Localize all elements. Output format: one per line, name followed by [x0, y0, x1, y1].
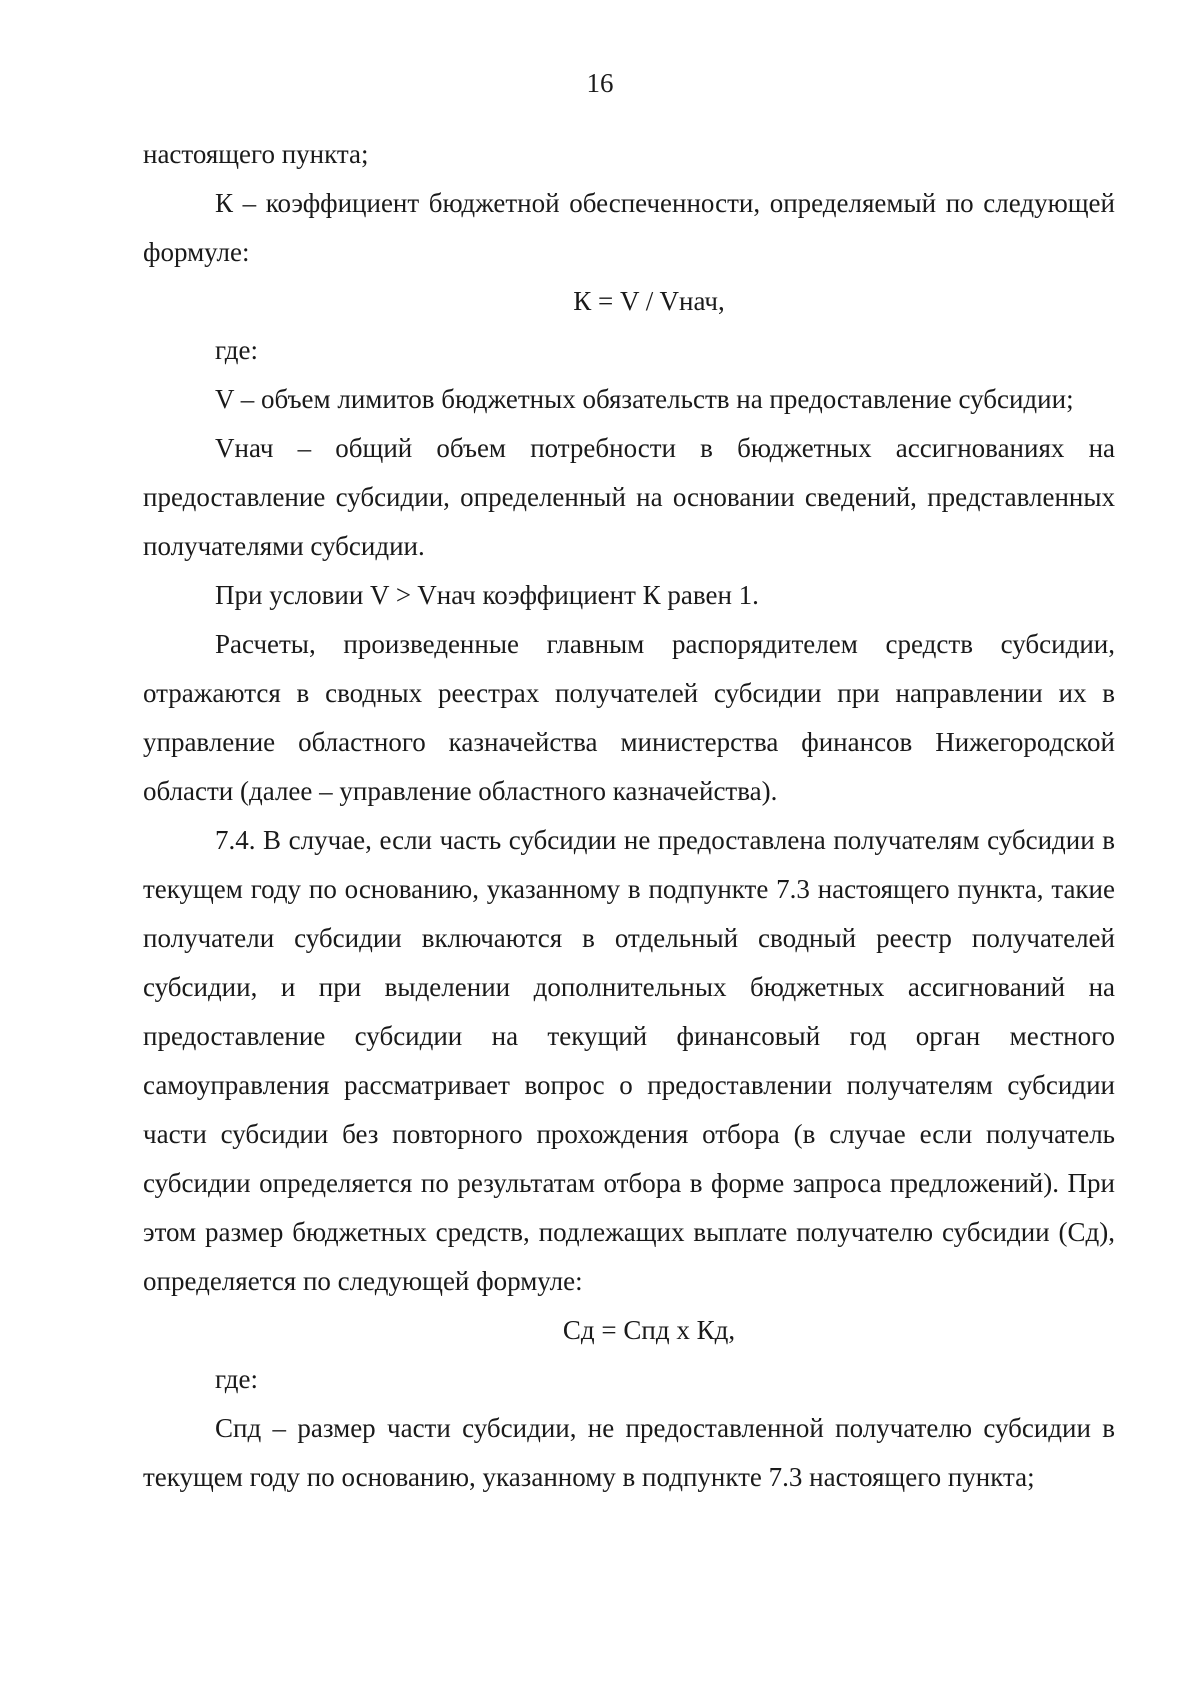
paragraph-vnach-definition: Vнач – общий объем потребности в бюджетных ассигнованиях на предоставление субсидии, определенный на основании сведений, представленных получателями субсидии.	[143, 433, 1115, 561]
paragraph-spd-definition: Спд – размер части субсидии, не предоставленной получателю субсидии в текущем году по основанию, указанному в подпункте 7.3 настоящего пункта;	[143, 1413, 1115, 1492]
paragraph-condition: При условии V > Vнач коэффициент К равен 1.	[215, 580, 759, 610]
paragraph-coefficient-definition: К – коэффициент бюджетной обеспеченности, определяемый по следующей формуле:	[143, 188, 1115, 267]
page-number: 16	[586, 68, 614, 98]
paragraph-where-2: где:	[215, 1364, 258, 1394]
paragraph-v-definition: V – объем лимитов бюджетных обязательств на предоставление субсидии;	[215, 384, 1074, 414]
document-body	[143, 130, 1115, 1502]
formula-coefficient: К = V / Vнач,	[573, 286, 725, 316]
formula-sd: Сд = Спд х Кд,	[562, 1315, 736, 1345]
paragraph-where-1: где:	[215, 335, 258, 365]
paragraph-continuation: настоящего пункта;	[143, 139, 369, 169]
paragraph-7-4: 7.4. В случае, если часть субсидии не предоставлена получателям субсидии в текущем году по основанию, указанному в подпункте 7.3 настоящего пункта, такие получатели субсидии включаются в отдельный сводный реестр получателей субсидии, и при выделении дополнительных бюджетных ассигнований на предоставление субсидии на текущий финансовый год орган местного самоуправления рассматривает вопрос о предоставлении получателям субсидии части субсидии без повторного прохождения отбора (в случае если получатель субсидии определяется по результатам отбора в форме запроса предложений). При этом размер бюджетных средств, подлежащих выплате получателю субсидии (Сд), определяется по следующей формуле:	[143, 825, 1115, 1296]
paragraph-calculations: Расчеты, произведенные главным распорядителем средств субсидии, отражаются в сводных реестрах получателей субсидии при направлении их в управление областного казначейства министерства финансов Нижегородской области (далее – управление областного казначейства).	[143, 629, 1115, 806]
